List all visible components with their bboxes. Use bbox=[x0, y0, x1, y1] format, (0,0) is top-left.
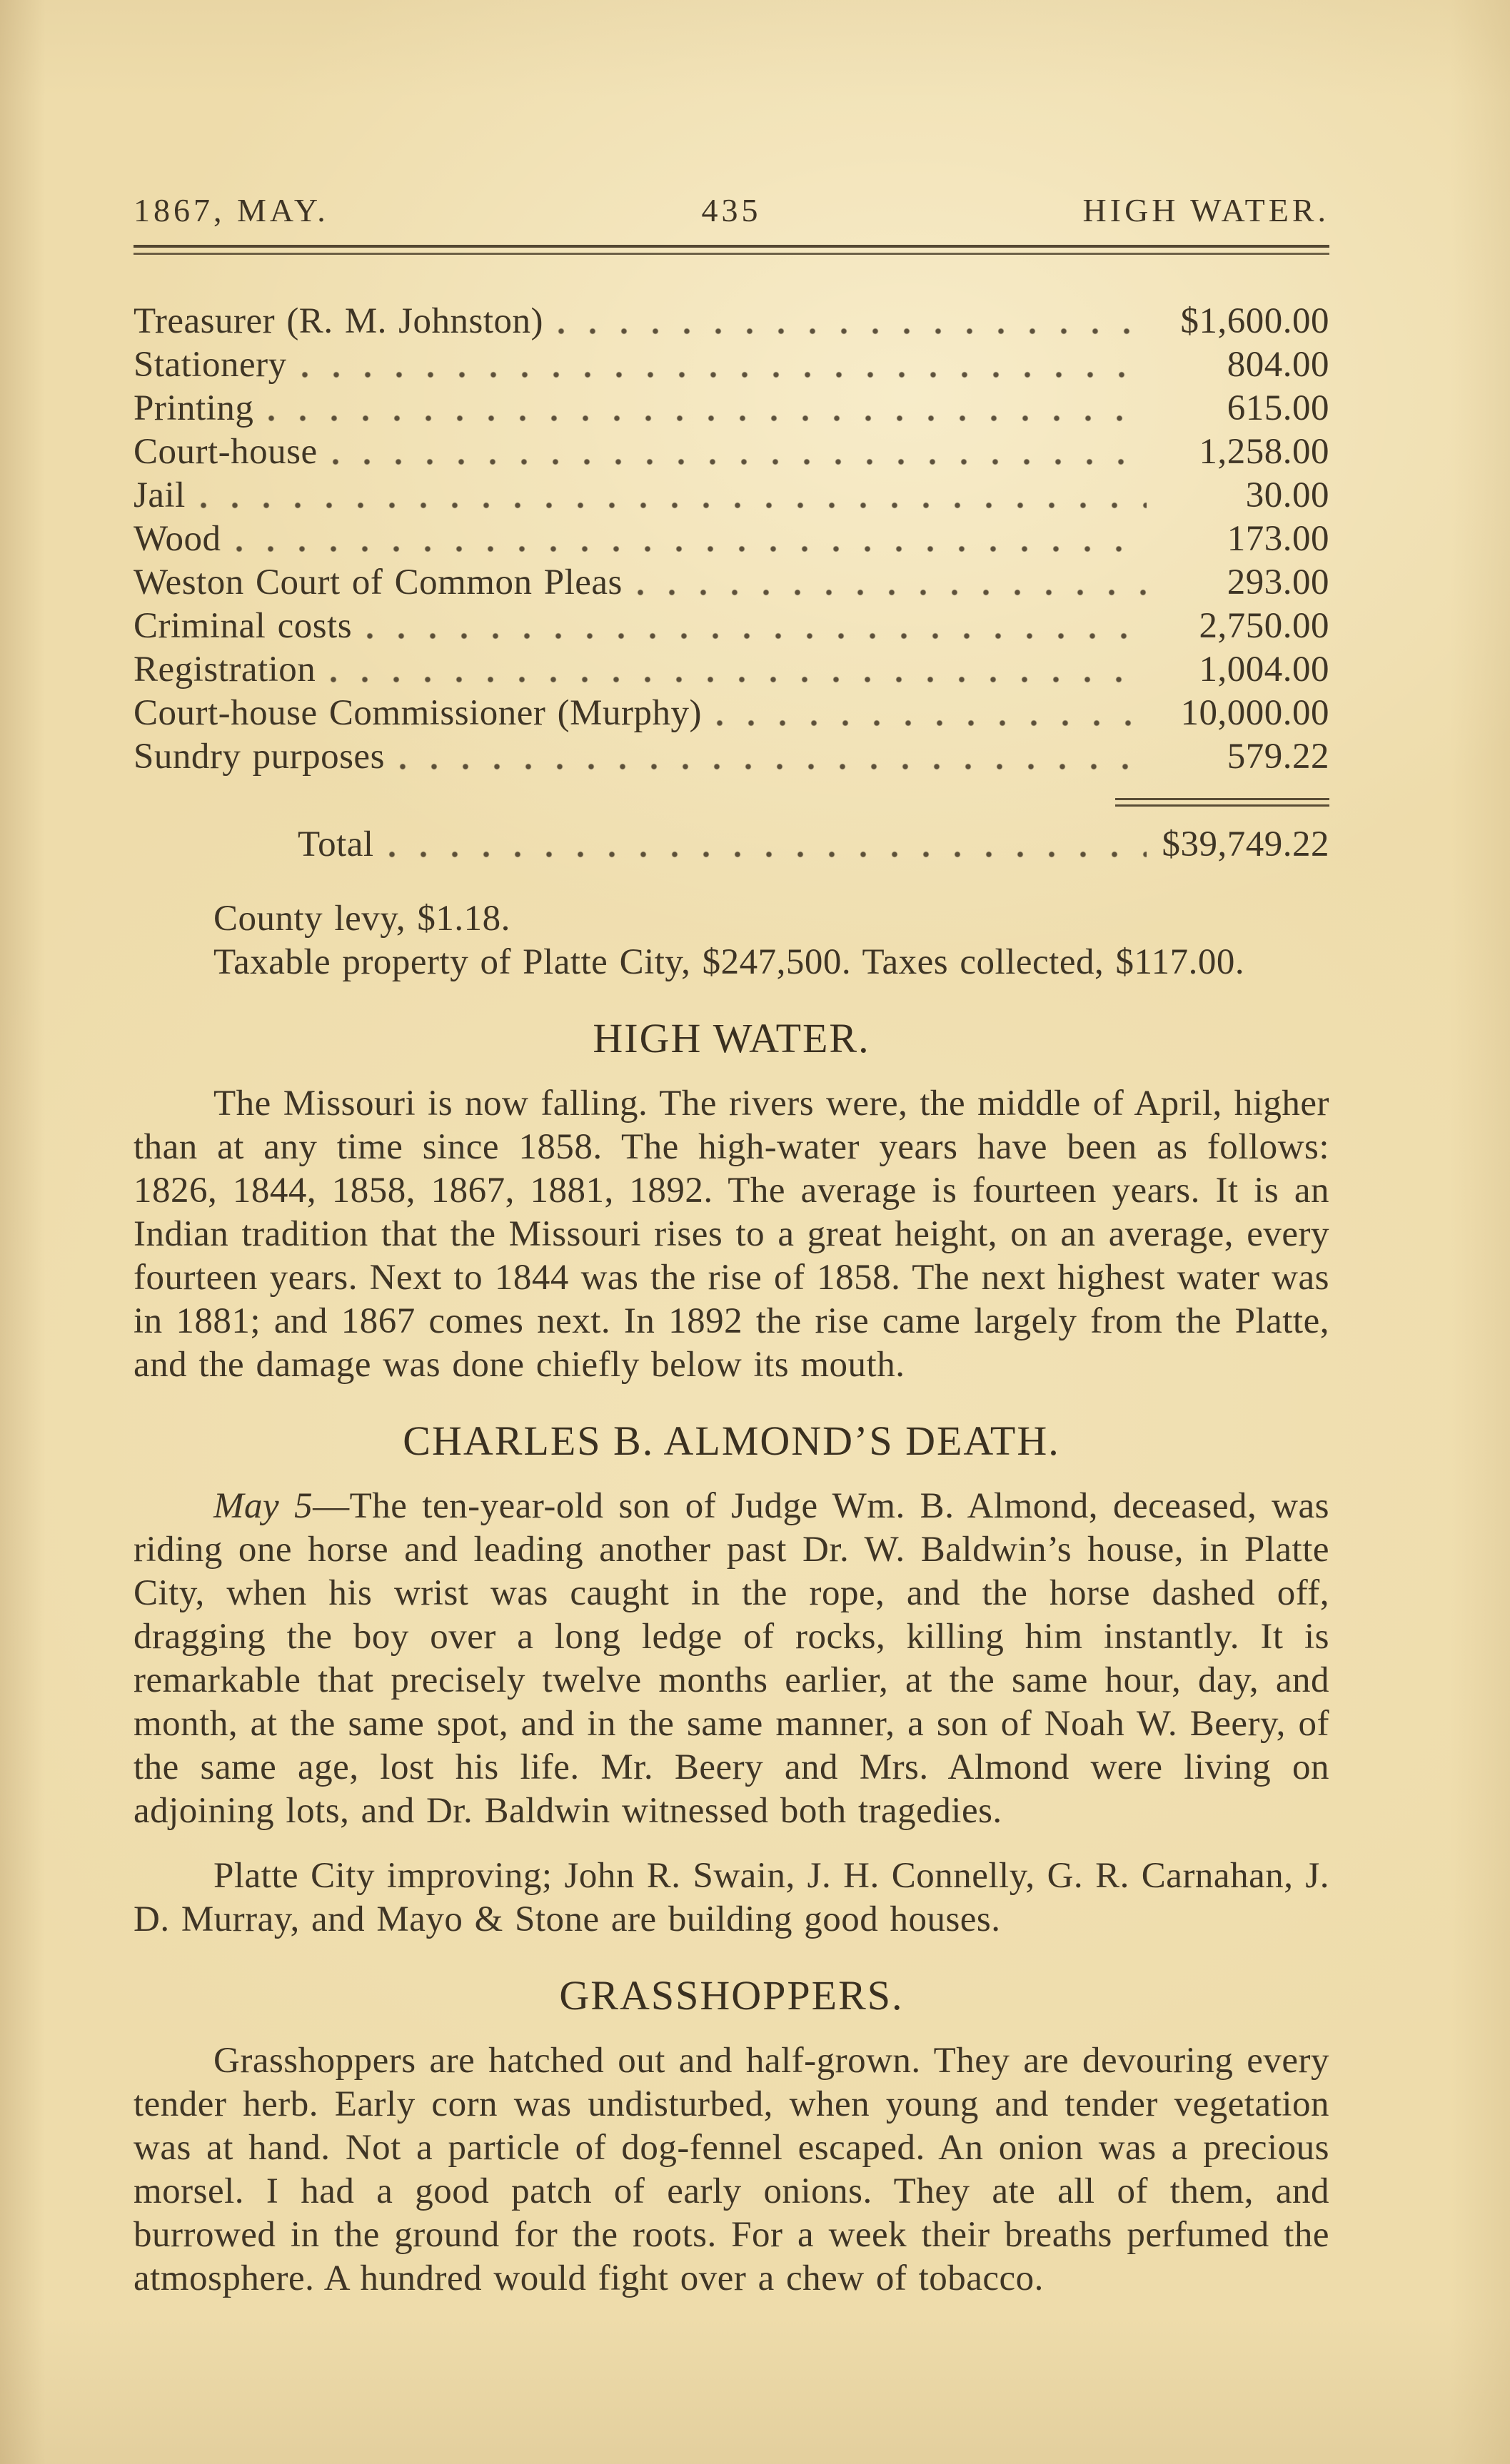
ledger-row bbox=[134, 301, 1329, 344]
section-heading-almond-death: CHARLES B. ALMOND’S DEATH. bbox=[403, 1418, 1060, 1464]
dot-leader bbox=[200, 501, 1147, 510]
dot-leader bbox=[236, 545, 1147, 553]
ledger-row bbox=[134, 431, 1329, 475]
page-number: 435 bbox=[701, 192, 762, 228]
ledger-amount: 2,750.00 bbox=[1199, 606, 1329, 646]
ledger-amount: 1,004.00 bbox=[1199, 650, 1329, 690]
ledger-label: Sundry purposes bbox=[134, 737, 385, 777]
paragraph-platte-city-improving: Platte City improving; John R. Swain, J. H. Connelly, G. R. Carnahan, J. D. Murray, and Mayo & Stone are building good houses. bbox=[134, 1856, 1329, 1939]
paragraph-almond-death bbox=[134, 1485, 1329, 1833]
dot-leader bbox=[716, 719, 1147, 727]
running-header bbox=[134, 191, 1329, 229]
ledger-label: Registration bbox=[134, 650, 316, 690]
ledger-row bbox=[134, 562, 1329, 605]
ledger-label: Treasurer (R. M. Johnston) bbox=[134, 301, 544, 341]
header-date: 1867, MAY. bbox=[134, 192, 329, 228]
note-county-levy: County levy, $1.18. bbox=[213, 899, 510, 939]
total-rule bbox=[1115, 798, 1329, 807]
paragraph-grasshoppers: Grasshoppers are hatched out and half-grown. They are devouring every tender herb. Early corn was undisturbed, when young and tender vegetation was at hand. Not a particle of dog-fennel escaped. An onion was a precious morsel. I had a good patch of early onions. They ate all of them, and burrowed in the ground for the roots. For a week their breaths perfumed the atmosphere. A hundred would fight over a chew of tobacco. bbox=[134, 2041, 1329, 2298]
ledger-amount: 1,258.00 bbox=[1199, 432, 1329, 472]
ledger-label: Jail bbox=[134, 475, 186, 515]
ledger-amount: 30.00 bbox=[1245, 475, 1329, 515]
ledger-row bbox=[134, 692, 1329, 736]
section-heading-grasshoppers: GRASSHOPPERS. bbox=[559, 1972, 904, 2019]
note-taxable-property: Taxable property of Platte City, $247,500. Taxes collected, $117.00. bbox=[213, 942, 1245, 982]
ledger-amount: 293.00 bbox=[1227, 562, 1329, 602]
date-lead-italic: May 5 bbox=[213, 1486, 313, 1526]
ledger-label: Court-house Commissioner (Murphy) bbox=[134, 693, 702, 733]
ledger-row bbox=[134, 649, 1329, 692]
dot-leader bbox=[558, 327, 1147, 335]
ledger-row bbox=[134, 518, 1329, 562]
section-heading-high-water: HIGH WATER. bbox=[593, 1015, 870, 1061]
ledger-row bbox=[134, 344, 1329, 388]
ledger-label: Printing bbox=[134, 388, 254, 428]
dot-leader bbox=[332, 458, 1147, 466]
dot-leader bbox=[268, 414, 1147, 423]
paragraph-almond-death-text: —The ten-year-old son of Judge Wm. B. Almond, deceased, was riding one horse and leading another past Dr. W. Baldwin’s house, in Platte City, when his wrist was caught in the rope, and the horse dashed off, dragging the boy over a long ledge of rocks, killing him instantly. It is remarkable that precisely twelve months earlier, at the same hour, day, and month, at the same spot, and in the same manner, a son of Noah W. Beery, of the same age, lost his life. Mr. Beery and Mrs. Almond were living on adjoining lots, and Dr. Baldwin witnessed both tragedies. bbox=[134, 1486, 1329, 1831]
dot-leader bbox=[637, 588, 1147, 597]
ledger-label: Weston Court of Common Pleas bbox=[134, 562, 623, 602]
ledger-row bbox=[134, 605, 1329, 649]
total-row bbox=[134, 824, 1329, 867]
ledger-row bbox=[134, 736, 1329, 779]
paragraph-high-water: The Missouri is now falling. The rivers were, the middle of April, higher than at any time since 1858. The high-water years have been as follows: 1826, 1844, 1858, 1867, 1881, 1892. The average is fourteen years. It is an Indian tradition that the Missouri rises to a great height, on an average, every fourteen years. Next to 1844 was the rise of 1858. The next highest water was in 1881; and 1867 comes next. In 1892 the rise came largely from the Platte, and the damage was done chiefly below its mouth. bbox=[134, 1084, 1329, 1385]
total-amount: $39,749.22 bbox=[1162, 824, 1329, 864]
dot-leader bbox=[399, 762, 1147, 771]
ledger-label: Court-house bbox=[134, 432, 318, 472]
ledger-label: Stationery bbox=[134, 345, 287, 385]
ledger-row bbox=[134, 388, 1329, 431]
dot-leader bbox=[301, 370, 1147, 379]
ledger-amount: 579.22 bbox=[1227, 737, 1329, 777]
ledger-amount: 10,000.00 bbox=[1180, 693, 1329, 733]
ledger-label: Criminal costs bbox=[134, 606, 353, 646]
ledger-amount: 804.00 bbox=[1227, 345, 1329, 385]
ledger-row bbox=[134, 475, 1329, 518]
dot-leader bbox=[330, 675, 1147, 684]
header-title: HIGH WATER. bbox=[1082, 192, 1329, 228]
ledger-amount: 615.00 bbox=[1227, 388, 1329, 428]
dot-leader bbox=[366, 632, 1147, 640]
expense-ledger bbox=[134, 301, 1329, 867]
ledger-label: Wood bbox=[134, 519, 221, 559]
total-label: Total bbox=[298, 824, 374, 864]
ledger-amount: 173.00 bbox=[1227, 519, 1329, 559]
ledger-amount: $1,600.00 bbox=[1180, 301, 1329, 341]
header-rule bbox=[134, 245, 1329, 255]
dot-leader bbox=[388, 850, 1147, 859]
